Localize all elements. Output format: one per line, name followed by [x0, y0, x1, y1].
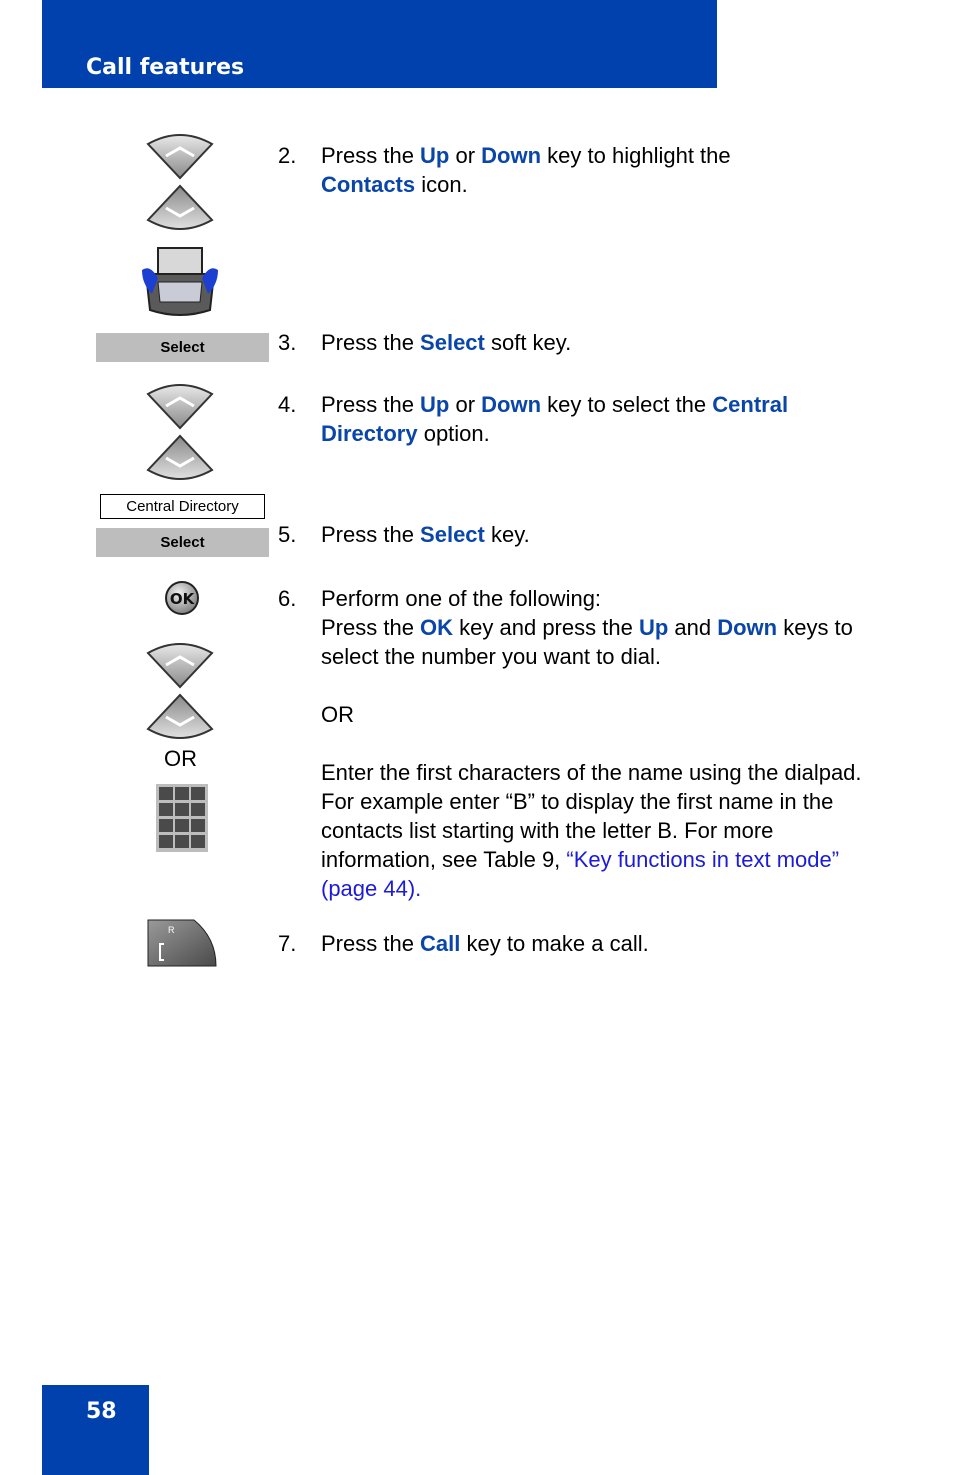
step-text: Press the Up or Down key to highlight the Contacts icon. — [321, 143, 731, 197]
contacts-icon — [140, 244, 220, 320]
header-bar — [42, 0, 717, 88]
ok-key-icon — [164, 580, 200, 616]
page-number-box — [42, 1385, 149, 1475]
step-text: Press the Call key to make a call. — [321, 931, 649, 956]
or-label: OR — [164, 746, 197, 771]
select-softkey[interactable]: Select — [96, 333, 269, 362]
select-softkey[interactable]: Select — [96, 528, 269, 557]
step-text: Press the Select soft key. — [321, 330, 572, 355]
page-title: Call features — [86, 55, 245, 80]
central-directory-display: Central Directory — [100, 494, 265, 519]
table-9-link[interactable]: “Key functions in text mode” (page 44). — [321, 847, 840, 901]
page-number: 58 — [86, 1399, 117, 1424]
up-down-key-icon — [146, 382, 214, 482]
call-key-icon — [146, 918, 218, 968]
svg-text:R: R — [168, 925, 175, 935]
up-down-key-icon — [146, 132, 214, 232]
up-down-key-icon — [146, 641, 214, 741]
dialpad-icon — [156, 784, 208, 852]
step-text: Press the Select key. — [321, 522, 530, 547]
step-text: Perform one of the following: Press the OK key and press the Up and Down keys to select the number you want to dial. OR Enter the first characters of the name using the dialpad. For example enter “B” to display the first name in the contacts list starting with the letter B. For more information, see Table 9, “Key functions in text mode” (page 44). — [321, 586, 862, 901]
svg-text:OK: OK — [169, 590, 195, 608]
step-text: Press the Up or Down key to select the Central Directory option. — [321, 392, 789, 446]
